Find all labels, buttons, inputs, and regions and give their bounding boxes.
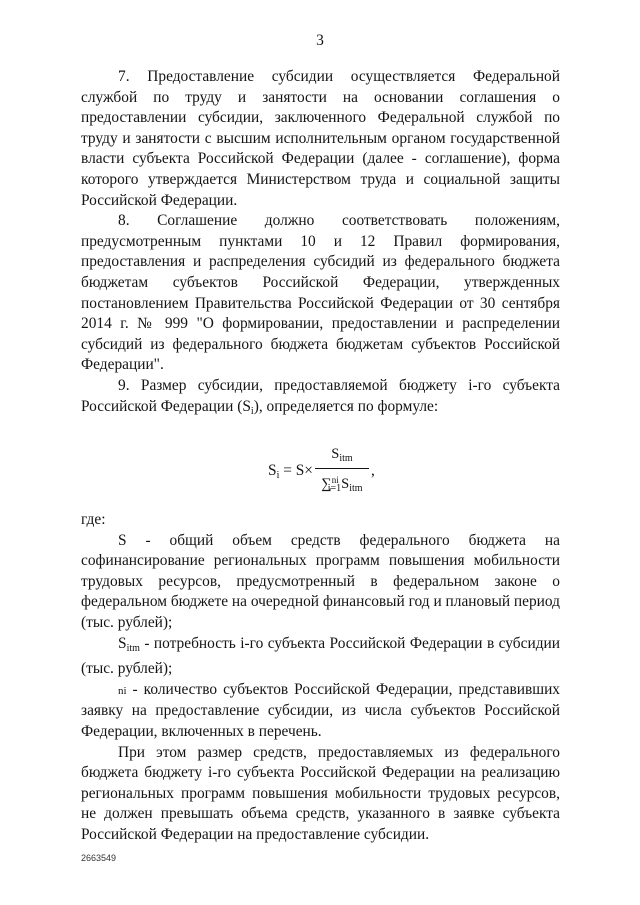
formula-num-subscript: itm [339, 453, 353, 465]
formula-den-symbol: S [341, 476, 350, 493]
formula-sum-sign: ∑ [321, 476, 332, 493]
formula-equals: = S× [279, 462, 313, 480]
paragraph-final: При этом размер средств, предоставляемых из федерального бюджета бюджету i-го субъекта Российской Федерации на реализацию региональных программ повышения мобильности трудовых ресурсов, не должен превышать объема средств, указанного в заявке субъекта Российской Федерации на предоставление субсидии. [81, 743, 560, 843]
page-number: 3 [316, 32, 324, 49]
definition-ni-symbol: ni [118, 684, 127, 697]
fraction-bar [315, 468, 369, 469]
formula-comma: , [371, 462, 375, 480]
formula-den-subscript: itm [349, 483, 363, 495]
formula-fraction [315, 446, 369, 498]
definition-sitm [81, 634, 560, 680]
paragraph-9 [81, 376, 560, 422]
document-code: 2663549 [81, 853, 117, 863]
paragraph-9-subscript: i [250, 405, 254, 417]
where-label: где: [81, 511, 106, 529]
paragraph-9-tail: ), определяется по формуле: [253, 397, 439, 415]
paragraph-9-text: 9. Размер субсидии, предоставляемой бюджету i-го субъекта Российской Федерации (S [81, 376, 560, 415]
formula-numerator [315, 446, 369, 467]
paragraph-8: 8. Соглашение должно соответствовать положениям, предусмотренным пунктами 10 и 12 Правил формирования, предоставления и распределения субсидий из федерального бюджета бюджетам субъектов Российской Федерации, утвержденных постановлением Правительства Российской Федерации от 30 сентября 2014 г. № 999 "О формировании, предоставлении и распределении субсидий из федерального бюджета бюджетам субъектов Российской Федерации". [81, 212, 560, 374]
formula-lhs-subscript: i [276, 470, 280, 482]
paragraph-7: 7. Предоставление субсидии осуществляется Федеральной службой по труду и занятости на основании соглашения о предоставлении субсидии, заключенного Федеральной службой по труду и занятости с высшим исполнительным органом государственной власти субъекта Российской Федерации (далее - соглашение), форма которого утверждается Министерством труда и социальной защиты Российской Федерации. [81, 68, 560, 209]
subsidy-formula [81, 442, 560, 500]
formula-denominator [315, 471, 369, 498]
definition-sitm-symbol: S [118, 634, 127, 652]
formula-lhs-symbol: S [268, 462, 277, 480]
definition-ni [81, 680, 560, 743]
definition-sitm-text: - потребность i-го субъекта Российской Федерации в субсидии (тыс. рублей); [81, 634, 560, 678]
document-body [81, 67, 560, 846]
formula-sum-upper: ni [331, 475, 339, 486]
formula-lhs [268, 461, 313, 487]
formula-num-symbol: S [331, 446, 340, 463]
definition-s: S - общий объем средств федерального бюджета на софинансирование региональных программ повышения мобильности трудовых ресурсов, предусмотренный в федеральном законе о федеральном бюджете на очередной финансовый год и плановый период (тыс. рублей); [81, 531, 560, 632]
formula-sum-lower: i=1 [327, 483, 342, 495]
definition-ni-text: - количество субъектов Российской Федерации, представивших заявку на предоставление субсидии, из числа субъектов Российской Федерации, включенных в перечень. [81, 680, 560, 741]
definition-sitm-subscript: itm [126, 642, 140, 654]
